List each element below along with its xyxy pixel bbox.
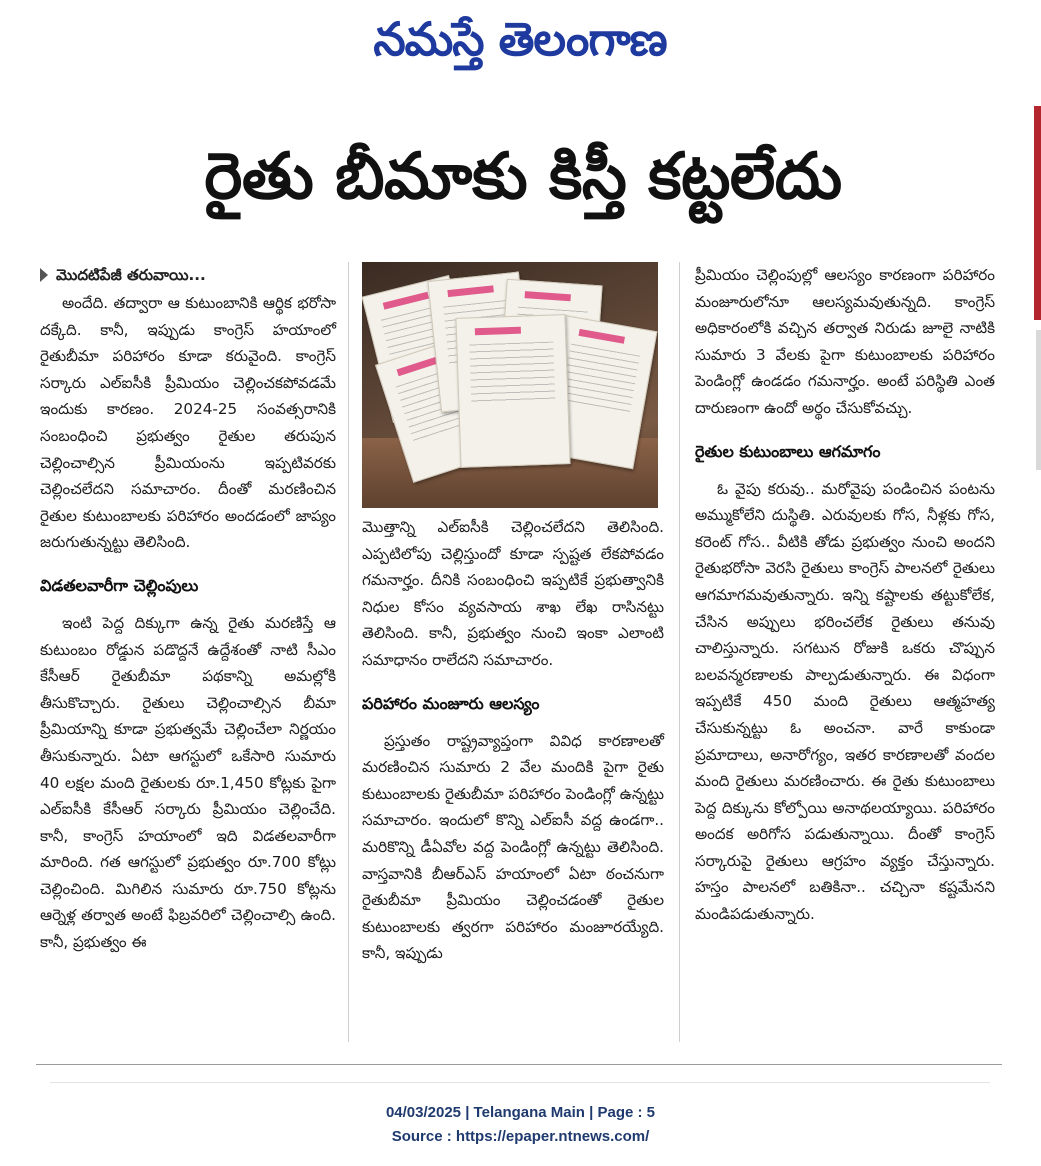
paragraph: ఓ వైపు కరువు.. మరోవైపు పండించిన పంటను అమ్ముకోలేని దుస్థితి. ఎరువులకు గోస, నీళ్లకు గోస, కరెంట్ గోస.. వీటికి తోడు ప్రభుత్వం నుంచి అందని రైతుభరోసా వెరసి రైతులు కాంగ్రెస్ పాలనలో రైతులు ఆగమాగమవుతున్నారు. ఇన్ని కష్టాలకు తట్టుకోలేక, చేసిన అప్పులు భరించలేక రైతులు తనువు చాలిస్తున్నారు. సగటున రోజుకి ఒకరు చొప్పున బలవన్మరణాలకు పాల్పడుతున్నారు. ఈ విధంగా ఇప్పటికే 450 మంది రైతులు ఆత్మహత్య చేసుకున్నట్టు ఓ అంచనా. వారే కాకుండా ప్రమాదాలు, అనారోగ్యం, ఇతర కారణాలతో వందల మంది రైతులు మరణించారు. ఈ రైతు కుటుంబాలు పెద్ద దిక్కును కోల్పోయి అనాథలయ్యాయి. పరిహారం అందక అరిగోస పడుతున్నాయి. దీంతో కాంగ్రెస్ సర్కారుపై రైతులు ఆగ్రహం వ్యక్తం చేస్తున్నారు. హస్తం పాలనలో బతికినా.. చచ్చినా కష్టమేనని మండిపడుతున్నారు. (695, 479, 995, 924)
footer-date-edition: 04/03/2025 | Telangana Main | Page : 5 (385, 1104, 656, 1121)
adjacent-page-edge (1034, 106, 1041, 320)
masthead-part2: తెలంగాణ (498, 12, 667, 66)
article-column-2 (362, 514, 664, 967)
paragraph: ఇంటి పెద్ద దిక్కుగా ఉన్న రైతు మరణిస్తే ఆ కుటుంబం రోడ్డున పడొద్దనే ఉద్దేశంతో నాటి సీఎం కేసీఆర్ రైతుబీమా పథకాన్ని అమల్లోకి తీసుకొచ్చారు. రైతులు చెల్లించాల్సిన బీమా ప్రీమియాన్ని కూడా ప్రభుత్వమే చెల్లించేలా నిర్ణయం తీసుకున్నారు. ఏటా ఆగస్టులో ఒకేసారి సుమారు 40 లక్షల మంది రైతులకు రూ.1,450 కోట్లకు పైగా ఎల్ఐసీకి కేసీఆర్ సర్కారు ప్రీమియం చెల్లించేది. కానీ, కాంగ్రెస్ హయాంలో ఇది విడతలవారీగా మారింది. గత ఆగస్టులో ప్రభుత్వం రూ.700 కోట్లు చెల్లించింది. మిగిలిన సుమారు రూ.750 కోట్లను ఆర్నెళ్ల తర్వాత అంటే ఫిబ్రవరిలో చెల్లించాల్సి ఉంది. కానీ, ప్రభుత్వం ఈ (40, 613, 336, 952)
masthead-logo (300, 4, 740, 74)
photo-document (455, 314, 570, 468)
footer-source: Source : https://epaper.ntnews.com/ (391, 1128, 650, 1145)
paragraph: అందేది. తద్వారా ఆ కుటుంబానికి ఆర్థిక భరోసా దక్కేది. కానీ, ఇప్పుడు కాంగ్రెస్ హయాంలో రైతుబీమా పరిహారం కూడా కరువైంది. కాంగ్రెస్ సర్కారు ఎల్ఐసీకి ప్రీమియం చెల్లించకపోవడమే ఇందుకు కారణం. 2024-25 సంవత్సరానికి సంబంధించి ప్రభుత్వం రైతుల తరుపున చెల్లించాల్సిన ప్రీమియంను ఇప్పటివరకు చెల్లించలేదని సమాచారం. దీంతో మరణించిన రైతుల కుటుంబాలకు పరిహారం అందడంలో జాప్యం జరుగుతున్నట్టు తెలిసింది. (40, 294, 336, 552)
column-divider (348, 262, 349, 1042)
subheading: పరిహారం మంజూరు ఆలస్యం (362, 693, 540, 713)
kicker-text: మొదటిపేజీ తరువాయి... (56, 266, 206, 284)
article-photo (362, 262, 658, 508)
column-divider (679, 262, 680, 1042)
subheading: విడతలవారీగా చెల్లింపులు (40, 575, 199, 595)
article-column-3 (695, 262, 995, 928)
footer-rule (36, 1064, 1002, 1065)
article-column-1 (40, 262, 336, 956)
arrow-right-icon (40, 268, 48, 282)
masthead-part1: నమస్తే (373, 12, 484, 66)
footer-rule-light (50, 1082, 990, 1083)
paragraph: ప్రీమియం చెల్లింపుల్లో ఆలస్యం కారణంగా పరిహారం మంజూరులోనూ ఆలస్యమవుతున్నది. కాంగ్రెస్ అధికారంలోకి వచ్చిన తర్వాత నిరుడు జూలై నాటికి సుమారు 3 వేలకు పైగా కుటుంబాలకు పరిహారం పెండింగ్లో ఉండడం గమనార్హం. అంటే పరిస్థితి ఎంత దారుణంగా ఉందో అర్థం చేసుకోవచ్చు. (695, 266, 995, 417)
continued-kicker (40, 262, 336, 288)
adjacent-page-edge-2 (1036, 330, 1041, 470)
subheading: రైతుల కుటుంబాలు ఆగమాగం (695, 441, 881, 461)
paragraph: మొత్తాన్ని ఎల్ఐసీకి చెల్లించలేదని తెలిసింది. ఎప్పటిలోపు చెల్లిస్తుందో కూడా స్పష్టత లేకపోవడం గమనార్హం. దీనికి సంబంధించి ఇప్పటికే ప్రభుత్వానికి నిధుల కోసం వ్యవసాయ శాఖ లేఖ రాసినట్టు తెలిసింది. కానీ, ప్రభుత్వం నుంచి ఇంకా ఎలాంటి సమాధానం రాలేదని సమాచారం. (362, 518, 664, 669)
headline: రైతు బీమాకు కిస్తీ కట్టలేదు (204, 140, 842, 214)
paragraph: ప్రస్తుతం రాష్ట్రవ్యాప్తంగా వివిధ కారణాలతో మరణించిన సుమారు 2 వేల మందికి పైగా రైతు కుటుంబాలకు రైతుబీమా పరిహారం పెండింగ్లో ఉన్నట్టు సమాచారం. ఇందులో కొన్ని ఎల్ఐసీ వద్ద ఉండగా.. మరికొన్ని డీఏవోల వద్ద పెండింగ్లో ఉన్నట్టు తెలిసింది. వాస్తవానికి బీఆర్ఎస్ హయాంలో ఏటా ఠంచనుగా రైతుబీమా ప్రీమియం చెల్లించడంతో రైతుల కుటుంబాలకు త్వరగా పరిహారం మంజూరయ్యేది. కానీ, ఇప్పుడు (362, 731, 664, 963)
